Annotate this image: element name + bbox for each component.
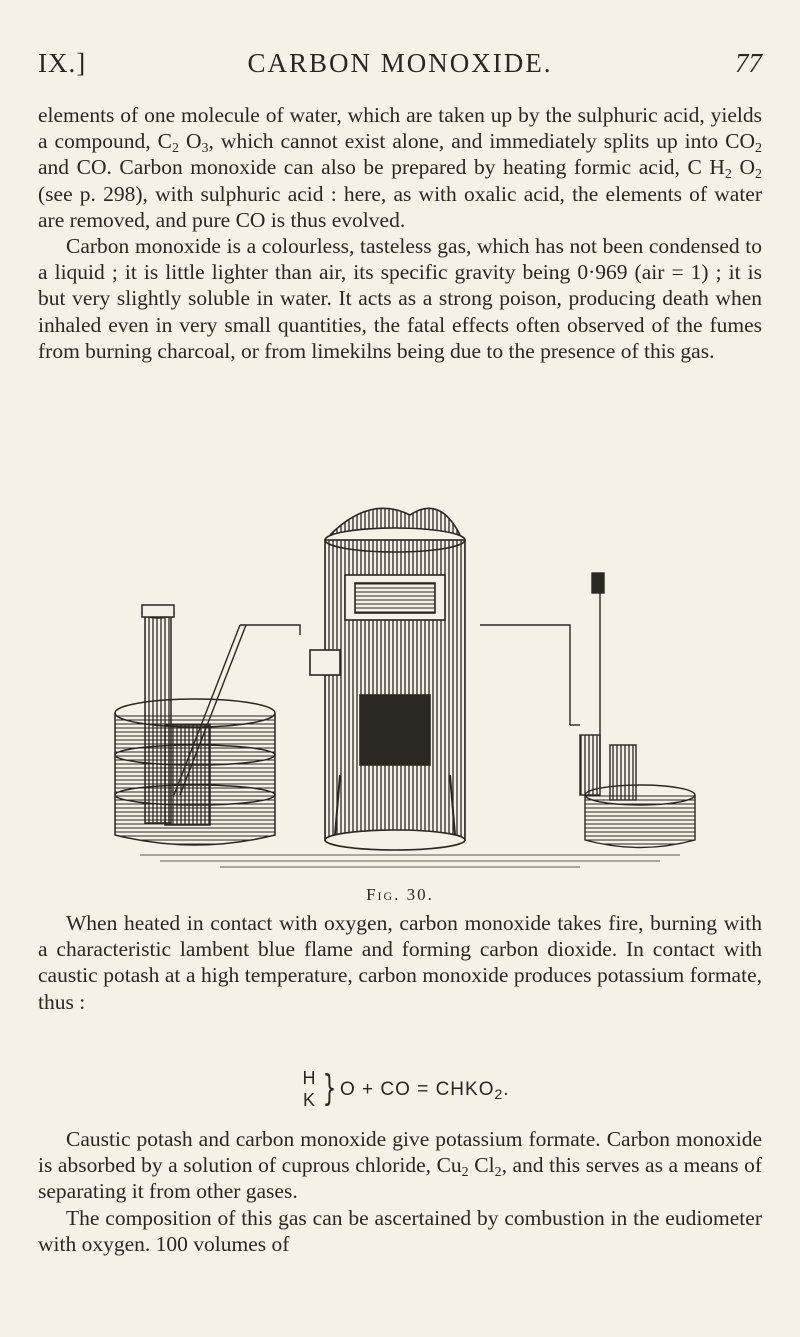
flask-tube (142, 605, 174, 823)
paragraph-absorption: Caustic potash and carbon monoxide give potassium formate. Carbon monoxide is absorbed by a solution of cuprous chloride, $Cu_2$ $Cl_2$, and this serves as a means of separating it from other gases. (38, 1127, 762, 1204)
text-block-bottom (38, 1126, 762, 1257)
furnace (310, 508, 465, 850)
paragraph-properties: Carbon monoxide is a colourless, tasteless gas, which has not been condensed to a liquid ; it is little lighter than air, its specific gravity being 0·969 (air = 1) ; it is but very slightly soluble in water. It acts as a strong poison, producing death when inhaled even in very small quantities, the fatal effects often observed of the fumes from burning charcoal, or from limekilns being due to the presence of this gas. (38, 234, 762, 363)
text-block-middle (38, 910, 762, 1015)
equation-rhs: O + CO = $CHKO_2$. (340, 1079, 510, 1102)
text-block-top (38, 102, 762, 364)
page-number: 77 (735, 48, 762, 78)
section-marker: IX.] (38, 48, 87, 78)
figure-caption: Fig. 30. (366, 885, 434, 904)
water-bath (115, 699, 275, 845)
running-title: CARBON MONOXIDE. (247, 48, 553, 78)
apparatus-illustration (100, 495, 720, 885)
chemical-equation (300, 1067, 620, 1117)
equation-stack: H K (302, 1068, 316, 1110)
brace-glyph: } (322, 1068, 337, 1109)
paragraph-reactions: When heated in contact with oxygen, carbon monoxide takes fire, burning with a characteristic lambent blue flame and forming carbon dioxide. In contact with caustic potash at a high temperature, carbon monoxide produces potassium formate, thus : (38, 911, 762, 1014)
paragraph-continuation: elements of one molecule of water, which are taken up by the sulphuric acid, yields a compound, $C_2$ $O_3$, which cannot exist alone, and immediately splits up into $CO_2$ and CO. Carbon monoxide can also be prepared by heating formic acid, C $H_2$ $O_2$ (see p. 298), with sulphuric acid : here, as with oxalic acid, the elements of water are removed, and pure CO is thus evolved. (38, 103, 763, 232)
wash-bottles (580, 573, 695, 848)
running-header (38, 48, 762, 88)
paragraph-composition: The composition of this gas can be ascertained by combustion in the eudiometer with oxygen. 100 volumes of (38, 1205, 762, 1256)
